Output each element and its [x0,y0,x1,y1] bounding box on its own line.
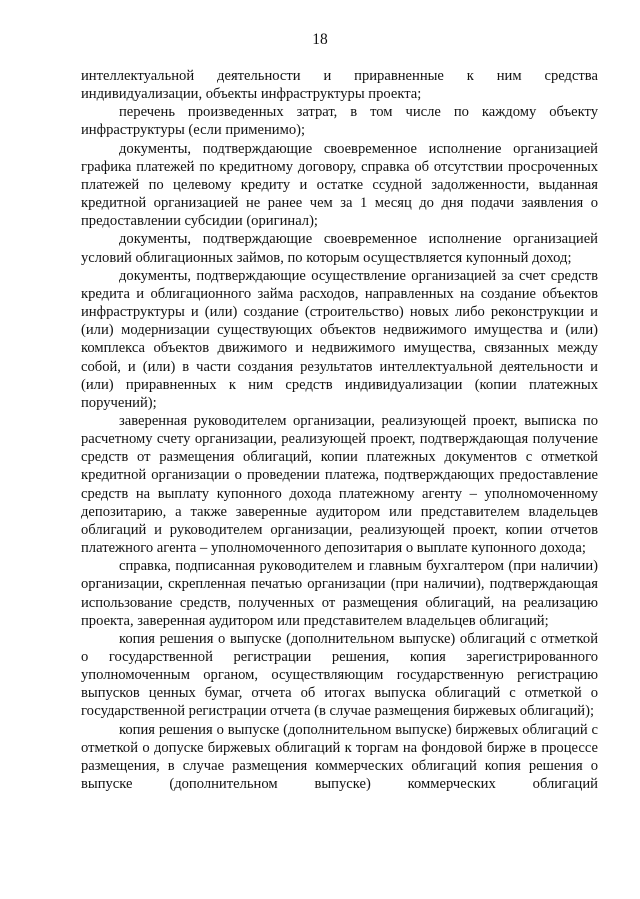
paragraph-credit-payment-docs: документы, подтверждающие своевременное исполнение организацией графика платежей по кредитному договору, справка об отсутствии просроченных платежей по целевому кредиту и остатке ссудной задолженности, выданная кредитной организацией не ранее чем за 1 месяц до дня подачи заявления о предоставлении субсидии (оригинал); [81,140,598,230]
paragraph-continuation: интеллектуальной деятельности и приравненные к ним средства индивидуализации, объекты инфраструктуры проекта; [81,68,598,103]
paragraph-expense-list: перечень произведенных затрат, в том числе по каждому объекту инфраструктуры (если применимо); [81,104,598,139]
paragraph-bond-issue-decision: копия решения о выпуске (дополнительном выпуске) облигаций с отметкой о государственной регистрации решения, копия зарегистрированного уполномоченным органом, осуществляющим государственную регистрацию выпусков ценных бумаг, отчета об итогах выпуска облигаций с отметкой о государственной регистрации отчета (в случае размещения биржевых облигаций); [81,630,598,720]
paragraph-exchange-bond-decision: копия решения о выпуске (дополнительном выпуске) биржевых облигаций с отметкой о допуске биржевых облигаций к торгам на фондовой бирже в процессе размещения, в случае размещения коммерческих облигаций копия решения о выпуске (дополнительном выпуске) коммерческих облигаций [81,721,598,793]
paragraph-expense-confirmation-docs: документы, подтверждающие осуществление организацией за счет средств кредита и облигационного займа расходов, направленных на создание объектов инфраструктуры и (или) создание (строительство) новых либо реконструкции и (или) модернизации существующих объектов недвижимого имущества и (или) комплекса объектов движимого и недвижимого имущества, связанных между собой, и (или) в части создания результатов интеллектуальной деятельности и (или) приравненных к ним средств индивидуализации (копии платежных поручений); [81,267,598,411]
paragraph-bond-conditions-docs: документы, подтверждающие своевременное исполнение организацией условий облигационных займов, по которым осуществляется купонный доход; [81,231,598,266]
paragraph-accountant-certificate: справка, подписанная руководителем и главным бухгалтером (при наличии) организации, скрепленная печатью организации (при наличии), подтверждающая использование средств, полученных от размещения облигаций, на реализацию проекта, заверенная аудитором или представителем владельцев облигаций; [81,558,598,629]
document-body [81,67,598,793]
paragraph-account-statement: заверенная руководителем организации, реализующей проект, выписка по расчетному счету организации, реализующей проект, подтверждающая получение средств от размещения облигаций, копии платежных документов с отметкой кредитной организации о проведении платежа, подтверждающих предоставление средств на выплату купонного дохода платежному агенту – уполномоченному депозитарию, а также заверенные аудитором или представителем владельцев облигаций и руководителем организации, реализующей проект, копии отчетов платежного агента – уполномоченного депозитария о выплате купонного дохода; [81,412,598,557]
page-number: 18 [312,31,328,48]
